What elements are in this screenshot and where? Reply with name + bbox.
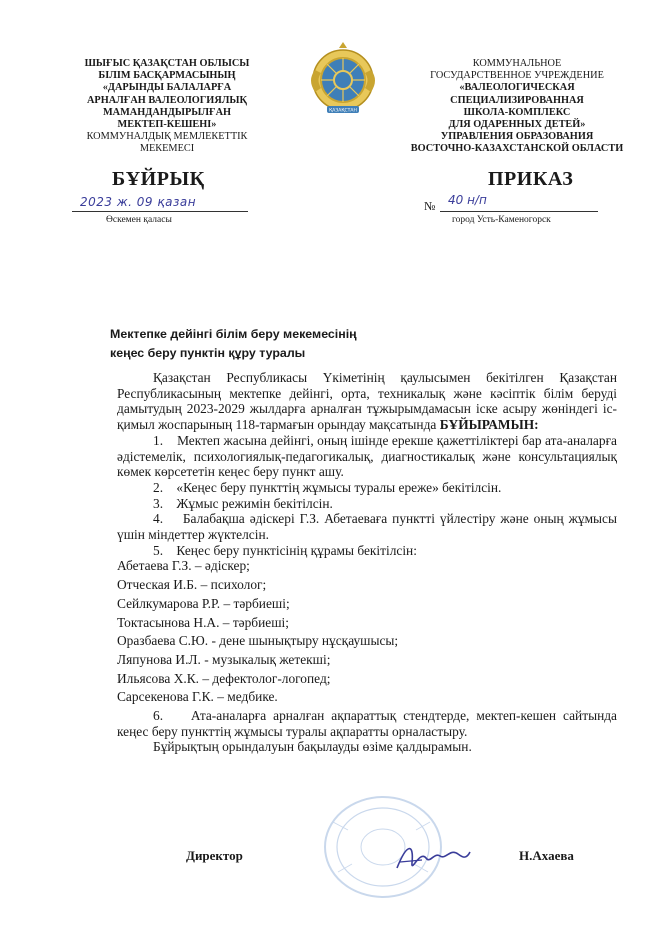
- handwritten-order-number: 40 н/п: [448, 193, 487, 207]
- doc-type-kazakh: БҰЙРЫҚ: [112, 168, 205, 190]
- header-left-line: МЕКЕМЕСІ: [139, 143, 195, 155]
- member-item: Токтасынова Н.А. – тәрбиеші;: [117, 614, 289, 630]
- list-item: 2. «Кеңес беру пункттің жұмысы туралы ереже» бекітілсін.: [153, 479, 502, 495]
- intro-text: Қазақстан Республикасы Үкіметінің қаулысымен бекітілген Қазақстан Республикасының мектепке дейінгі, орта, техникалық және кәсіптік білім беруді дамытудың 2023-2029 жылдарға арналған тұжырымдамасын іске асыру жөніндегі іс-қимыл жоспарының 118-тармағын орындау мақсатында: [117, 370, 617, 433]
- member-item: Сейлкумарова Р.Р. – тәрбиеші;: [117, 595, 290, 611]
- header-right-line: «ВАЛЕОЛОГИЧЕСКАЯ: [459, 82, 575, 94]
- list-item: 5. Кеңес беру пунктісінің құрамы бекітілсін:: [153, 542, 417, 558]
- members-list: [117, 558, 617, 705]
- member-item: Ильясова Х.К. – дефектолог-логопед;: [117, 670, 331, 686]
- member-item: Оразбаева С.Ю. - дене шынықтыру нұсқаушысы;: [117, 633, 399, 649]
- header-left-line: «ДАРЫНДЫ БАЛАЛАРҒА: [102, 82, 232, 94]
- list-item: 3. Жұмыс режимін бекітілсін.: [153, 495, 333, 511]
- handwritten-signature-icon: [392, 838, 472, 878]
- member-item: Абетаева Г.З. – әдіскер;: [117, 558, 250, 574]
- header-left-line: АРНАЛҒАН ВАЛЕОЛОГИЯЛЫҚ: [86, 94, 248, 106]
- list-item: 1. Мектеп жасына дейінгі, оның ішінде ерекше қажеттіліктері бар ата-аналарға әдістемелік, психологиялық-педагогикалық, диагностикалық және консультациялық көмек көрсететін кеңес беру пункт ашу.: [117, 432, 617, 480]
- header-right-line: ВОСТОЧНО-КАЗАХСТАНСКОЙ ОБЛАСТИ: [410, 143, 624, 155]
- subject-line: кеңес беру пунктін құру туралы: [110, 346, 306, 360]
- order-number-underline: [440, 211, 598, 212]
- header-left-line: МЕКТЕП-КЕШЕНІ»: [117, 119, 217, 131]
- header-right-line: ДЛЯ ОДАРЕННЫХ ДЕТЕЙ»: [448, 119, 586, 131]
- header-left-institution: [52, 58, 282, 156]
- doc-type-russian: ПРИКАЗ: [488, 168, 574, 190]
- header-left-line: БІЛІМ БАСҚАРМАСЫНЫҢ: [98, 70, 236, 82]
- header-right-line: СПЕЦИАЛИЗИРОВАННАЯ: [450, 94, 584, 106]
- header-left-line: КОММУНАЛДЫҚ МЕМЛЕКЕТТІК: [86, 131, 248, 143]
- member-item: Сарсекенова Г.К. – медбике.: [117, 689, 278, 705]
- header-right-institution: [392, 58, 642, 156]
- kazakhstan-state-emblem-icon: [303, 40, 383, 120]
- header-right-line: ГОСУДАРСТВЕННОЕ УЧРЕЖДЕНИЕ: [430, 70, 604, 82]
- closing-sentence: Бұйрықтың орындалуын бақылауды өзіме қалдырамын.: [153, 739, 472, 755]
- emblem-banner-text: ҚАЗАҚСТАН: [329, 108, 357, 114]
- order-body: [117, 370, 617, 755]
- subject-line: Мектепке дейінгі білім беру мекемесінің: [110, 327, 357, 341]
- header-left-line: ШЫҒЫС ҚАЗАҚСТАН ОБЛЫСЫ: [84, 58, 250, 69]
- city-russian: город Усть-Каменогорск: [452, 215, 551, 225]
- intro-paragraph: [117, 370, 617, 433]
- order-subject: [110, 325, 357, 363]
- handwritten-date: 2023 ж. 09 қазан: [80, 195, 197, 209]
- member-item: Ляпунова И.Л. - музыкалық жетекші;: [117, 651, 331, 667]
- list-item: 4. Балабақша әдіскері Г.З. Абетаеваға пунктті үйлестіру және оның жұмысы үшін міндеттер жүктелсін.: [117, 511, 617, 543]
- header-right-line: УПРАВЛЕНИЯ ОБРАЗОВАНИЯ: [440, 131, 594, 143]
- order-number-label: №: [424, 199, 436, 213]
- header-left-line: МАМАНДАНДЫРЫЛҒАН: [102, 106, 232, 118]
- signer-role: Директор: [186, 848, 243, 863]
- header-right-line: КОММУНАЛЬНОЕ: [472, 58, 562, 69]
- header-right-line: ШКОЛА-КОМПЛЕКС: [463, 106, 571, 118]
- list-item: 6. Ата-аналарға арналған ақпараттық стендтерде, мектеп-кешен сайтында кеңес беру пункттің жұмысы туралы ақпаратты орналастыру.: [117, 708, 617, 739]
- city-kazakh: Өскемен қаласы: [106, 215, 172, 225]
- member-item: Отческая И.Б. – психолог;: [117, 577, 267, 593]
- intro-emphasis: БҰЙЫРАМЫН:: [439, 417, 539, 433]
- signer-name: Н.Ахаева: [519, 848, 574, 863]
- date-underline: [72, 211, 248, 212]
